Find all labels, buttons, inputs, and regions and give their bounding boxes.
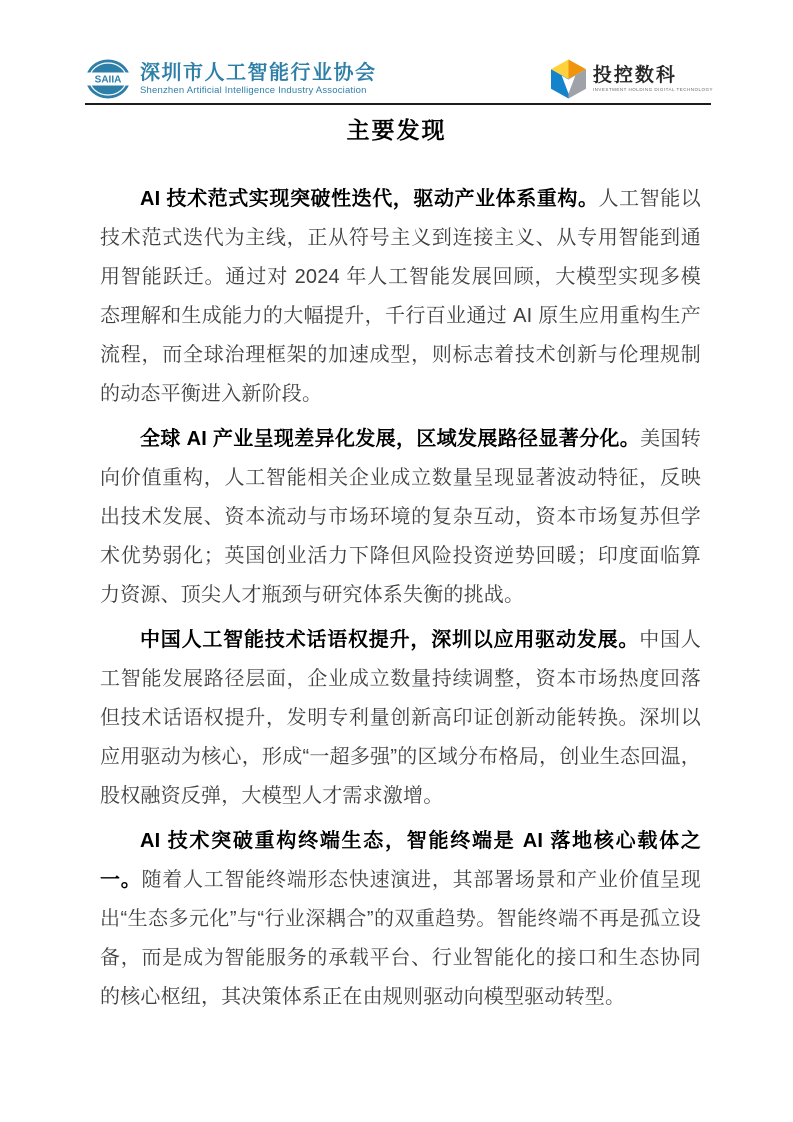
finding-paragraph-3 bbox=[100, 621, 701, 816]
finding-lead-3: 中国人工智能技术话语权提升，深圳以应用驱动发展。 bbox=[140, 629, 640, 651]
finding-body-2: 美国转向价值重构，人工智能相关企业成立数量呈现显著波动特征，反映出技术发展、资本流动与市场环境的复杂互动，资本市场复苏但学术优势弱化；英国创业活力下降但风险投资逆势回暖；印度面临算力资源、顶尖人才瓶颈与研究体系失衡的挑战。 bbox=[100, 428, 701, 606]
toukong-logo bbox=[551, 59, 713, 99]
finding-paragraph-1 bbox=[100, 180, 701, 414]
finding-paragraph-2 bbox=[100, 420, 701, 615]
toukong-brand bbox=[593, 65, 713, 93]
header-divider bbox=[85, 103, 711, 105]
saiia-badge-text: SAIIA bbox=[94, 74, 122, 86]
saiia-logo bbox=[85, 59, 377, 99]
finding-lead-1: AI 技术范式实现突破性迭代，驱动产业体系重构。 bbox=[140, 188, 599, 210]
finding-body-1: 人工智能以技术范式迭代为主线，正从符号主义到连接主义、从专用智能到通用智能跃迁。通过对 2024 年人工智能发展回顾，大模型实现多模态理解和生成能力的大幅提升，千行百业通过 AI 原生应用重构生产流程，而全球治理框架的加速成型，则标志着技术创新与伦理规制的动态平衡进入新阶段。 bbox=[100, 188, 701, 405]
finding-lead-2: 全球 AI 产业呈现差异化发展，区域发展路径显著分化。 bbox=[140, 428, 641, 450]
findings-content bbox=[100, 180, 701, 1023]
toukong-name-zh: 投控数科 bbox=[592, 65, 677, 86]
cube-icon bbox=[551, 59, 586, 99]
finding-paragraph-4 bbox=[100, 822, 701, 1017]
finding-body-3: 中国人工智能发展路径层面，企业成立数量持续调整，资本市场热度回落但技术话语权提升，发明专利量创新高印证创新动能转换。深圳以应用驱动为核心，形成“一超多强”的区域分布格局，创业生态回温，股权融资反弹，大模型人才需求激增。 bbox=[100, 629, 701, 807]
toukong-name-en: INVESTMENT HOLDING DIGITAL TECHNOLOGY bbox=[592, 87, 713, 92]
org-name-zh: 深圳市人工智能行业协会 bbox=[140, 62, 377, 84]
org-name-en: Shenzhen Artificial Intelligence Industry Association bbox=[140, 85, 367, 96]
finding-body-4: 随着人工智能终端形态快速演进，其部署场景和产业价值呈现出“生态多元化”与“行业深耦合”的双重趋势。智能终端不再是孤立设备，而是成为智能服务的承载平台、行业智能化的接口和生态协同的核心枢纽，其决策体系正在由规则驱动向模型驱动转型。 bbox=[100, 869, 702, 1008]
finding-lead-4: AI 技术突破重构终端生态，智能终端是 AI 落地核心载体之一。 bbox=[100, 830, 701, 891]
page-title: 主要发现 bbox=[346, 117, 447, 143]
page-header bbox=[85, 54, 713, 104]
org-names bbox=[140, 61, 377, 97]
saiia-badge-icon bbox=[85, 59, 131, 99]
